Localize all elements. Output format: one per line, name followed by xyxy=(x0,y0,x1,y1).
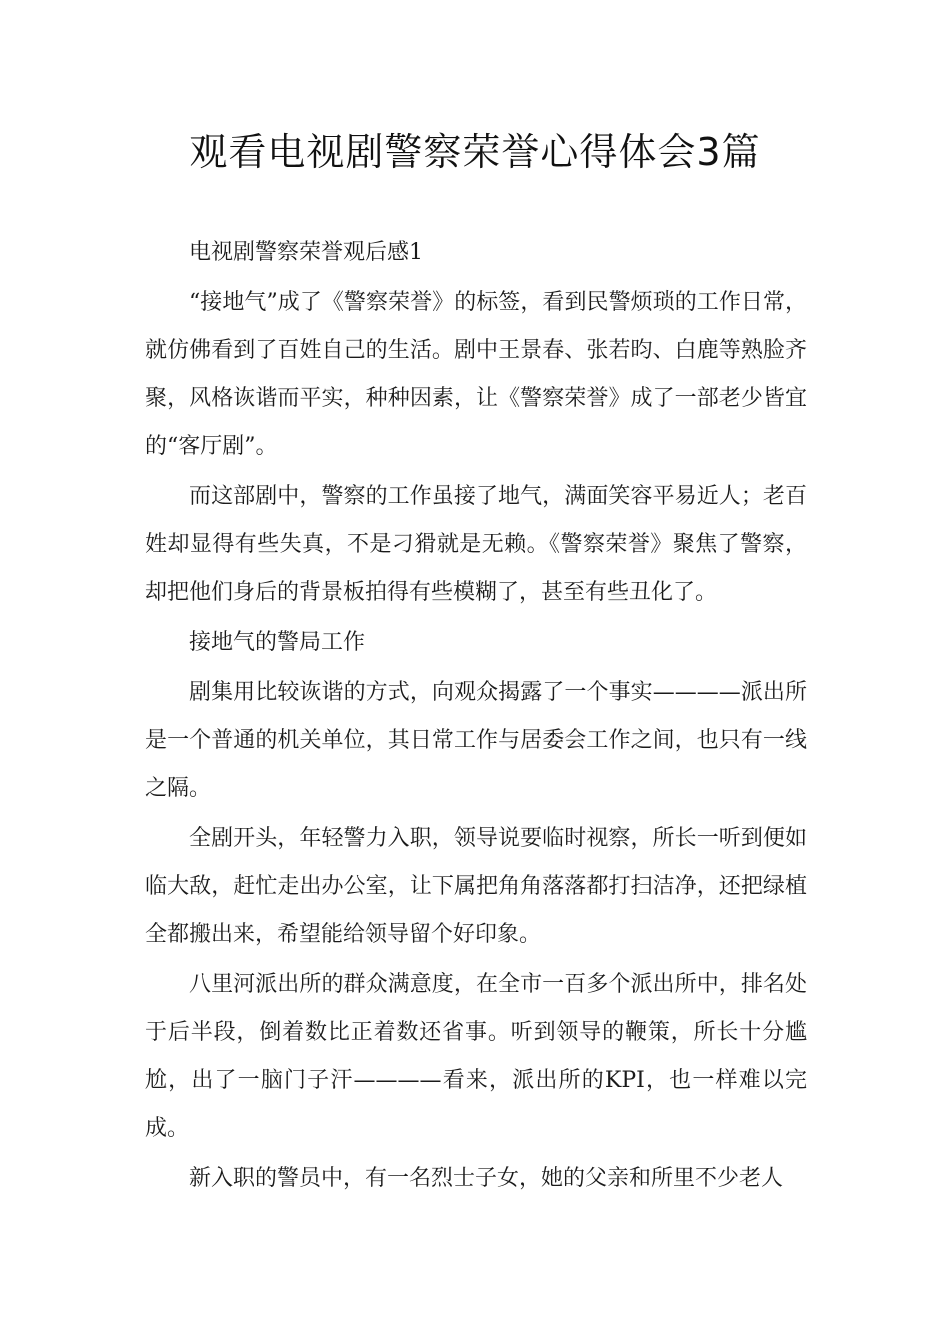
document-title: 观看电视剧警察荣誉心得体会3篇 xyxy=(189,130,761,174)
paragraph: 剧集用比较诙谐的方式，向观众揭露了一个事实————派出所是一个普通的机关单位，其日常工作与居委会工作之间，也只有一线之隔。 xyxy=(145,680,807,801)
paragraph: 新入职的警员中，有一名烈士子女，她的父亲和所里不少老人 xyxy=(189,1166,784,1191)
paragraph: 八里河派出所的群众满意度，在全市一百多个派出所中，排名处于后半段，倒着数比正着数还省事。听到领导的鞭策，所长十分尴尬，出了一脑门子汗————看来，派出所的KPI，也一样难以完成。 xyxy=(145,972,807,1141)
section-heading: 电视剧警察荣誉观后感1 xyxy=(189,240,423,265)
paragraph: “接地气”成了《警察荣誉》的标签，看到民警烦琐的工作日常，就仿佛看到了百姓自己的生活。剧中王景春、张若昀、白鹿等熟脸齐聚，风格诙谐而平实，种种因素，让《警察荣誉》成了一部老少皆宜的“客厅剧”。 xyxy=(145,290,807,459)
paragraph: 全剧开头，年轻警力入职，领导说要临时视察，所长一听到便如临大敌，赶忙走出办公室，让下属把角角落落都打扫洁净，还把绿植全都搬出来，希望能给领导留个好印象。 xyxy=(145,826,807,947)
subheading: 接地气的警局工作 xyxy=(189,630,366,655)
document-body xyxy=(145,229,807,1205)
paragraph: 而这部剧中，警察的工作虽接了地气，满面笑容平易近人；老百姓却显得有些失真，不是刁猾就是无赖。《警察荣誉》聚焦了警察，却把他们身后的背景板拍得有些模糊了，甚至有些丑化了。 xyxy=(145,484,807,605)
